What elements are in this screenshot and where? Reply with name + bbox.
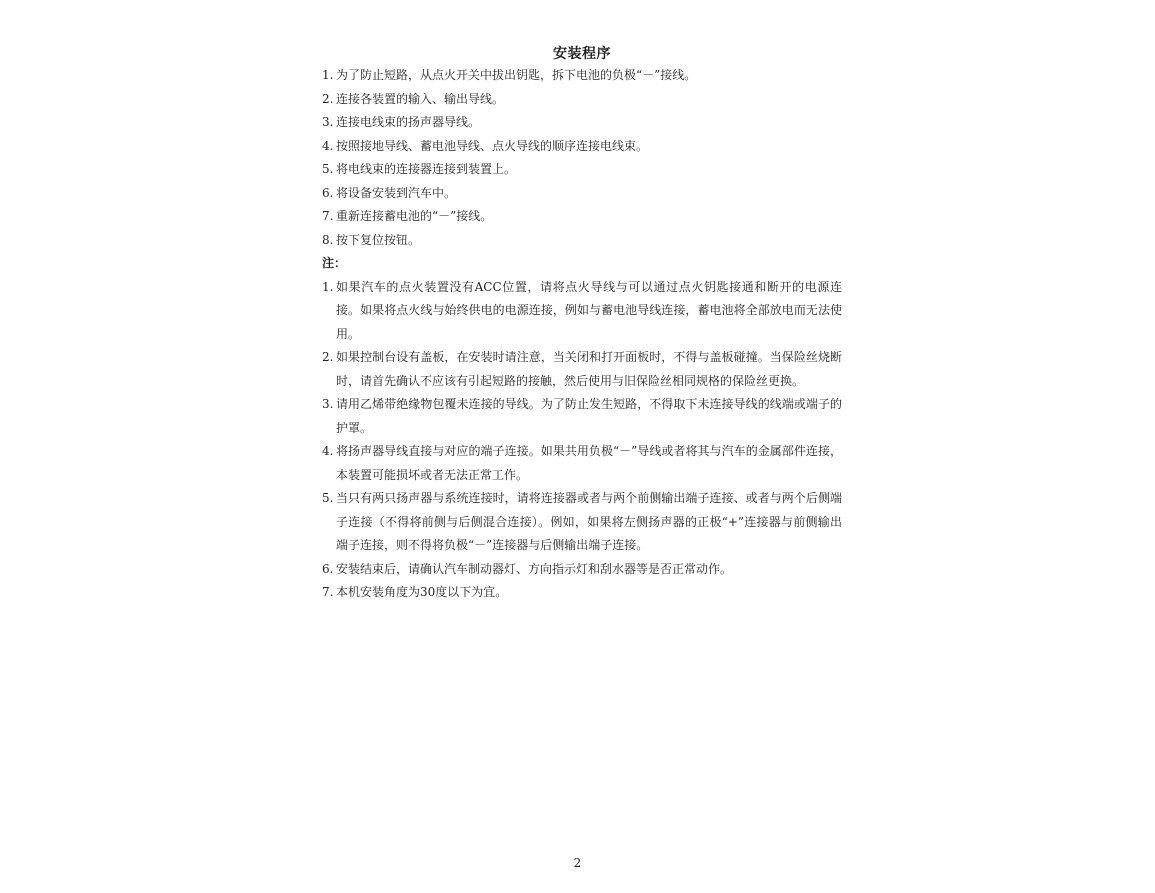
note-item-text: 如果控制台设有盖板，在安装时请注意，当关闭和打开面板时，不得与盖板碰撞。当保险丝烧断时，请首先确认不应该有引起短路的接触，然后使用与旧保险丝相同规格的保险丝更换。 [336, 350, 842, 388]
step-item-text: 连接各装置的输入、输出导线。 [336, 91, 505, 106]
step-item [322, 88, 842, 112]
note-item-text: 如果汽车的点火装置没有ACC位置，请将点火导线与可以通过点火钥匙接通和断开的电源连接。如果将点火线与始终供电的电源连接，例如与蓄电池导线连接，蓄电池将全部放电而无法使用。 [336, 279, 842, 341]
step-item [322, 111, 842, 135]
step-item-number: 5. [322, 162, 334, 176]
step-item-number: 6. [322, 185, 334, 200]
step-item-number: 2. [322, 91, 334, 106]
step-item-text: 连接电线束的扬声器导线。 [336, 115, 481, 129]
note-item [322, 393, 842, 440]
step-item-number: 7. [322, 209, 334, 223]
note-item-text: 本机安装角度为30度以下为宜。 [336, 585, 508, 599]
step-item-text: 重新连接蓄电池的“－”接线。 [336, 209, 493, 223]
note-item-number: 3. [322, 397, 334, 411]
note-item-text: 请用乙烯带绝缘物包覆未连接的导线。为了防止发生短路，不得取下未连接导线的线端或端子的护罩。 [336, 397, 842, 435]
step-item-number: 4. [322, 138, 334, 153]
step-item-text: 按下复位按钮。 [336, 232, 421, 247]
page-number: 2 [573, 856, 582, 870]
document-page [322, 44, 842, 605]
note-item-number: 4. [322, 444, 334, 458]
step-item [322, 135, 842, 159]
step-item-text: 按照接地导线、蓄电池导线、点火导线的顺序连接电线束。 [336, 138, 649, 153]
page-title: 安装程序 [553, 46, 611, 62]
note-item [322, 440, 842, 487]
note-item-text: 安装结束后，请确认汽车制动器灯、方向指示灯和刮水器等是否正常动作。 [336, 561, 733, 576]
step-item-number: 8. [322, 232, 334, 247]
note-item [322, 346, 842, 393]
note-item [322, 558, 842, 582]
installation-steps-list [322, 64, 842, 252]
step-item-text: 将电线束的连接器连接到装置上。 [336, 162, 517, 176]
step-item-text: 为了防止短路，从点火开关中拔出钥匙，拆下电池的负极“－”接线。 [336, 68, 697, 82]
step-item [322, 182, 842, 206]
step-item-text: 将设备安装到汽车中。 [336, 185, 457, 200]
step-item-number: 3. [322, 115, 334, 129]
step-item [322, 158, 842, 182]
note-item [322, 581, 842, 605]
note-item [322, 276, 842, 347]
step-item [322, 205, 842, 229]
note-item-number: 6. [322, 561, 334, 576]
note-item-text: 当只有两只扬声器与系统连接时，请将连接器或者与两个前侧输出端子连接、或者与两个后侧端子连接（不得将前侧与后侧混合连接）。例如，如果将左侧扬声器的正极“+”连接器与前侧输出端子连接，则不得将负极“－”连接器与后侧输出端子连接。 [336, 491, 842, 552]
note-item-number: 1. [322, 279, 334, 294]
note-item-number: 5. [322, 491, 334, 505]
step-item [322, 229, 842, 253]
note-item-text: 将扬声器导线直接与对应的端子连接。如果共用负极“－”导线或者将其与汽车的金属部件连接，本装置可能损坏或者无法正常工作。 [336, 444, 842, 482]
notes-heading: 注： [322, 256, 347, 270]
note-item [322, 487, 842, 558]
note-item-number: 7. [322, 585, 334, 599]
step-item [322, 64, 842, 88]
notes-list [322, 276, 842, 605]
step-item-number: 1. [322, 68, 334, 82]
note-item-number: 2. [322, 350, 334, 364]
